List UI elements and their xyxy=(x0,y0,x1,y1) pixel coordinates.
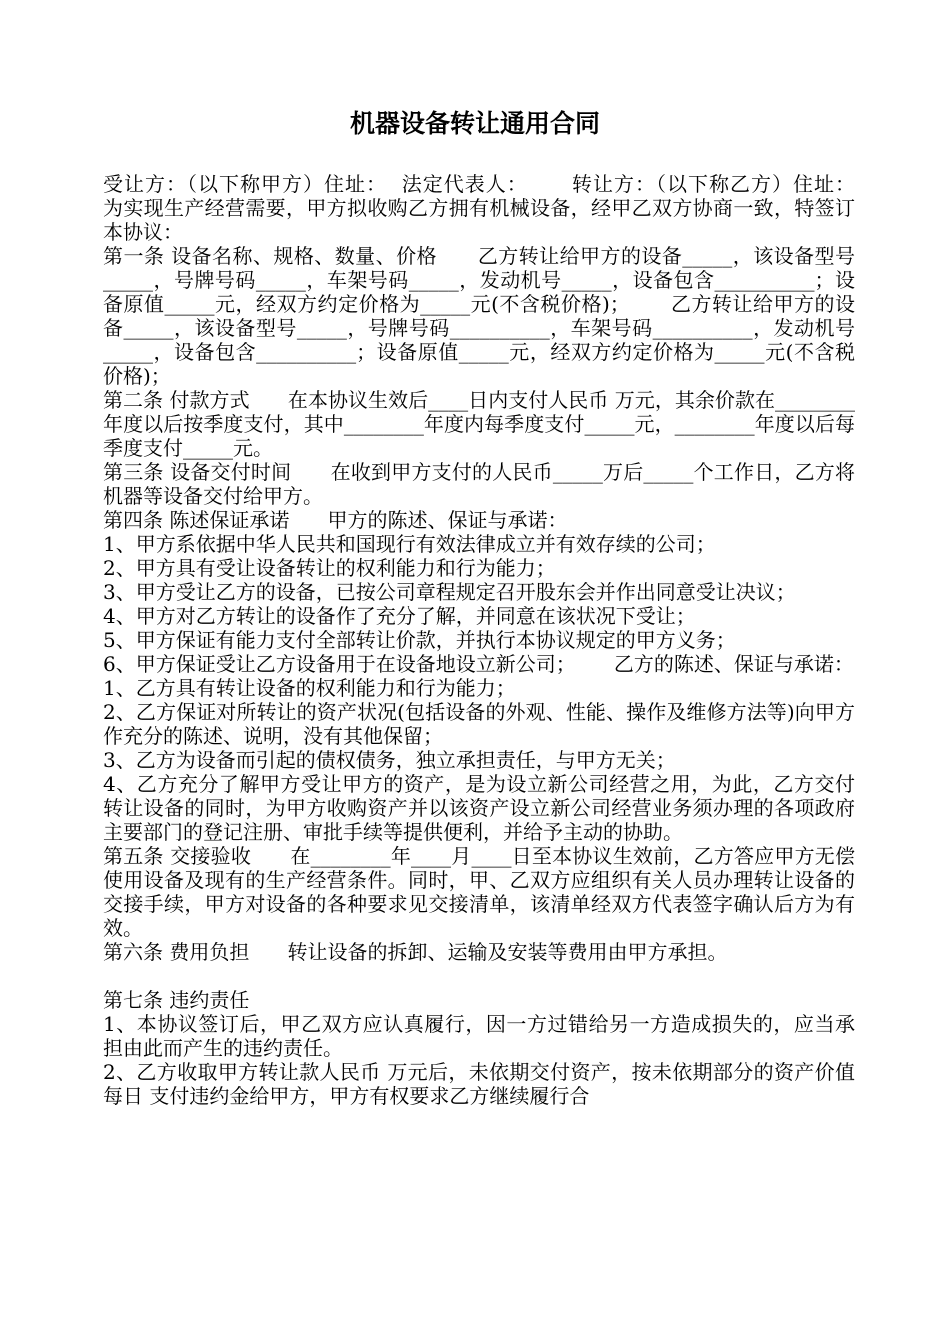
article-3-paragraph: 第三条 设备交付时间 在收到甲方支付的人民币_____万后_____个工作日，乙方将机器等设备交付给甲方。 xyxy=(103,460,855,508)
list-item: 3、甲方受让乙方的设备，已按公司章程规定召开股东会并作出同意受让决议； xyxy=(103,580,796,604)
list-item: 4、乙方充分了解甲方受让甲方的资产，是为设立新公司经营之用，为此，乙方交付转让设备的同时，为甲方收购资产并以该资产设立新公司经营业务须办理的各项政府主要部门的登记注册、审批手续等提供便利，并给予主动的协助。 xyxy=(103,772,855,844)
document-body xyxy=(103,172,894,1108)
paragraph-gap xyxy=(103,964,855,988)
list-item: 1、甲方系依据中华人民共和国现行有效法律成立并有效存续的公司； xyxy=(103,532,716,556)
list-item: 1、乙方具有转让设备的权利能力和行为能力； xyxy=(103,676,516,700)
list-item: 1、本协议签订后，甲乙双方应认真履行，因一方过错给另一方造成损失的，应当承担由此而产生的违约责任。 xyxy=(103,1012,855,1060)
list-item: 5、甲方保证有能力支付全部转让价款，并执行本协议规定的甲方义务； xyxy=(103,628,736,652)
article-1-paragraph: 第一条 设备名称、规格、数量、价格 乙方转让给甲方的设备_____，该设备型号_____，号牌号码_____，车架号码_____，发动机号_____，设备包含__________；设备原值_____元，经双方约定价格为_____元(不含税价格)； 乙方转让给甲方的设备_____，该设备型号_____，号牌号码__________，车架号码__________，发动机号_____，设备包含__________；设备原值_____元，经双方约定价格为_____元(不含税价格)； xyxy=(103,244,855,388)
article-6-paragraph: 第六条 费用负担 转让设备的拆卸、运输及安装等费用由甲方承担。 xyxy=(103,940,728,964)
list-item: 4、甲方对乙方转让的设备作了充分了解，并同意在该状况下受让； xyxy=(103,604,696,628)
list-item: 2、甲方具有受让设备转让的权利能力和行为能力； xyxy=(103,556,556,580)
list-item: 2、乙方收取甲方转让款人民币 万元后，未依期交付资产，按未依期部分的资产价值每日 支付违约金给甲方，甲方有权要求乙方继续履行合 xyxy=(103,1060,855,1108)
list-item: 2、乙方保证对所转让的资产状况(包括设备的外观、性能、操作及维修方法等)向甲方作充分的陈述、说明，没有其他保留； xyxy=(103,700,855,748)
list-item: 3、乙方为设备而引起的债权债务，独立承担责任，与甲方无关； xyxy=(103,748,676,772)
article-7-heading: 第七条 违约责任 xyxy=(103,988,250,1012)
article-2-paragraph: 第二条 付款方式 在本协议生效后____日内支付人民币 万元，其余价款在________年度以后按季度支付，其中________年度内每季度支付_____元，________年度以后每季度支付_____元。 xyxy=(103,388,855,460)
intro-paragraph: 受让方：（以下称甲方）住址： 法定代表人： 转让方：（以下称乙方）住址： 为实现生产经营需要，甲方拟收购乙方拥有机械设备，经甲乙双方协商一致，特签订本协议： xyxy=(103,172,894,244)
document-title: 机器设备转让通用合同 xyxy=(349,109,600,138)
article-4-heading: 第四条 陈述保证承诺 甲方的陈述、保证与承诺： xyxy=(103,508,568,532)
list-item: 6、甲方保证受让乙方设备用于在设备地设立新公司； 乙方的陈述、保证与承诺： xyxy=(103,652,854,676)
article-5-paragraph: 第五条 交接验收 在________年____月____日至本协议生效前，乙方答应甲方无偿使用设备及现有的生产经营条件。同时，甲、乙双方应组织有关人员办理转让设备的交接手续，甲方对设备的各种要求见交接清单，该清单经双方代表签字确认后方为有效。 xyxy=(103,844,855,940)
